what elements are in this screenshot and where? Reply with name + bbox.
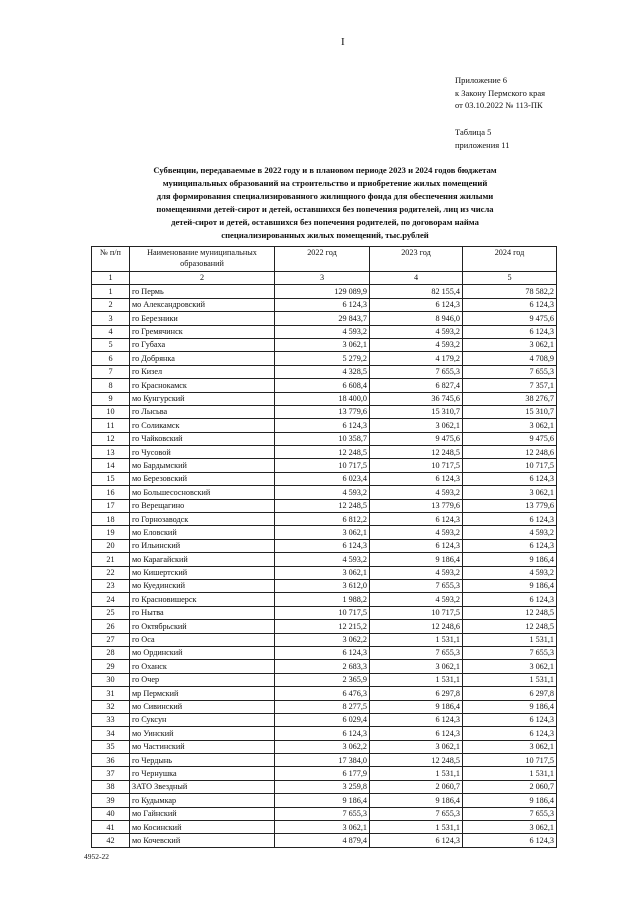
value-2024-cell: 10 717,5 [463,459,557,472]
title-line: муниципальных образований на строительство и приобретение жилых помещений [162,178,488,188]
value-2024-cell: 3 062,1 [463,419,557,432]
value-2023-cell: 9 186,4 [370,700,463,713]
table-reference-line: Таблица 5 [455,127,492,137]
table-row [92,392,557,405]
value-2024-cell: 9 186,4 [463,700,557,713]
table-row [92,312,557,325]
header-2023: 2023 год [370,247,463,272]
table-row [92,432,557,445]
value-2024-cell: 7 357,1 [463,379,557,392]
column-number: 5 [463,272,557,285]
value-2022-cell: 5 279,2 [275,352,370,365]
value-2024-cell: 12 248,6 [463,446,557,459]
value-2023-cell: 1 531,1 [370,633,463,646]
value-2023-cell: 6 124,3 [370,834,463,847]
table-row [92,713,557,726]
value-2024-cell: 9 186,4 [463,794,557,807]
value-2024-cell: 3 062,1 [463,486,557,499]
value-2023-cell: 15 310,7 [370,405,463,418]
value-2024-cell: 12 248,5 [463,606,557,619]
table-row [92,566,557,579]
title-line: помещениями детей-сирот и детей, оставшихся без попечения родителей, лиц из числа [156,204,494,214]
value-2024-cell: 6 124,3 [463,593,557,606]
value-2024-cell: 1 531,1 [463,673,557,686]
value-2023-cell: 3 062,1 [370,419,463,432]
value-2023-cell: 6 124,3 [370,539,463,552]
municipality-name-cell: мо Кунгурский [130,392,275,405]
value-2024-cell: 7 655,3 [463,807,557,820]
value-2023-cell: 4 593,2 [370,325,463,338]
value-2022-cell: 9 186,4 [275,794,370,807]
value-2022-cell: 3 259,8 [275,780,370,793]
appendix-line: Приложение 6 [455,75,507,85]
value-2023-cell: 4 179,2 [370,352,463,365]
value-2023-cell: 6 124,3 [370,727,463,740]
value-2023-cell: 82 155,4 [370,285,463,298]
table-row [92,821,557,834]
municipality-name-cell: го Березники [130,312,275,325]
value-2024-cell: 6 124,3 [463,513,557,526]
row-number-cell: 1 [92,285,130,298]
value-2022-cell: 4 328,5 [275,365,370,378]
value-2023-cell: 10 717,5 [370,459,463,472]
municipality-name-cell: го Оханск [130,660,275,673]
value-2022-cell: 6 476,3 [275,687,370,700]
municipality-name-cell: мо Сивинский [130,700,275,713]
value-2023-cell: 1 531,1 [370,767,463,780]
value-2024-cell: 7 655,3 [463,646,557,659]
table-row [92,419,557,432]
table-header-row [92,247,557,272]
municipality-name-cell: мо Косинский [130,821,275,834]
row-number-cell: 39 [92,794,130,807]
value-2022-cell: 17 384,0 [275,754,370,767]
municipality-name-cell: мо Березовский [130,472,275,485]
value-2022-cell: 10 358,7 [275,432,370,445]
row-number-cell: 16 [92,486,130,499]
row-number-cell: 38 [92,780,130,793]
row-number-cell: 17 [92,499,130,512]
municipality-name-cell: го Верещагино [130,499,275,512]
value-2024-cell: 9 475,6 [463,312,557,325]
municipality-name-cell: мо Александровский [130,298,275,311]
value-2024-cell: 3 062,1 [463,821,557,834]
value-2024-cell: 13 779,6 [463,499,557,512]
value-2022-cell: 6 124,3 [275,727,370,740]
table-row [92,499,557,512]
value-2023-cell: 4 593,2 [370,593,463,606]
table-row [92,660,557,673]
value-2022-cell: 4 593,2 [275,486,370,499]
municipality-name-cell: мо Большесосновский [130,486,275,499]
value-2022-cell: 4 879,4 [275,834,370,847]
value-2022-cell: 4 593,2 [275,325,370,338]
row-number-cell: 33 [92,713,130,726]
value-2024-cell: 4 593,2 [463,526,557,539]
row-number-cell: 13 [92,446,130,459]
value-2024-cell: 3 062,1 [463,338,557,351]
row-number-cell: 25 [92,606,130,619]
table-row [92,285,557,298]
value-2022-cell: 10 717,5 [275,606,370,619]
municipality-name-cell: мо Карагайский [130,553,275,566]
value-2023-cell: 6 827,4 [370,379,463,392]
value-2023-cell: 12 248,5 [370,754,463,767]
value-2023-cell: 1 531,1 [370,673,463,686]
value-2022-cell: 29 843,7 [275,312,370,325]
row-number-cell: 34 [92,727,130,740]
row-number-cell: 15 [92,472,130,485]
value-2024-cell: 15 310,7 [463,405,557,418]
value-2023-cell: 7 655,3 [370,646,463,659]
row-number-cell: 10 [92,405,130,418]
title-line: Субвенции, передаваемые в 2022 году и в плановом периоде 2023 и 2024 годов бюджетам [153,165,497,175]
municipality-name-cell: го Чердынь [130,754,275,767]
value-2024-cell: 10 717,5 [463,754,557,767]
value-2023-cell: 4 593,2 [370,338,463,351]
header-2022: 2022 год [275,247,370,272]
row-number-cell: 28 [92,646,130,659]
row-number-cell: 8 [92,379,130,392]
municipality-name-cell: го Лысьва [130,405,275,418]
table-row [92,687,557,700]
value-2024-cell: 6 124,3 [463,325,557,338]
page-number: I [341,36,345,48]
municipality-name-cell: го Оса [130,633,275,646]
table-row [92,700,557,713]
value-2023-cell: 7 655,3 [370,365,463,378]
value-2024-cell: 6 124,3 [463,713,557,726]
table-row [92,405,557,418]
value-2022-cell: 3 062,2 [275,633,370,646]
value-2022-cell: 3 062,1 [275,821,370,834]
value-2022-cell: 3 062,2 [275,740,370,753]
value-2022-cell: 1 988,2 [275,593,370,606]
value-2023-cell: 6 297,8 [370,687,463,700]
value-2023-cell: 4 593,2 [370,486,463,499]
value-2022-cell: 6 812,2 [275,513,370,526]
row-number-cell: 24 [92,593,130,606]
row-number-cell: 23 [92,579,130,592]
row-number-cell: 32 [92,700,130,713]
row-number-cell: 27 [92,633,130,646]
table-row [92,352,557,365]
value-2023-cell: 3 062,1 [370,660,463,673]
municipality-name-cell: го Добрянка [130,352,275,365]
row-number-cell: 30 [92,673,130,686]
value-2023-cell: 13 779,6 [370,499,463,512]
value-2023-cell: 6 124,3 [370,513,463,526]
row-number-cell: 40 [92,807,130,820]
table-body [92,285,557,847]
municipality-name-cell: го Чернушка [130,767,275,780]
title-line: специализированных жилых помещений, тыс.рублей [221,230,429,240]
municipality-name-cell: го Нытва [130,606,275,619]
header-num: № п/п [92,247,130,272]
value-2024-cell: 4 708,9 [463,352,557,365]
municipality-name-cell: мо Гайнский [130,807,275,820]
column-number: 2 [130,272,275,285]
value-2024-cell: 9 186,4 [463,579,557,592]
row-number-cell: 4 [92,325,130,338]
municipality-name-cell: мо Частинский [130,740,275,753]
municipality-name-cell: го Суксун [130,713,275,726]
title-line: для формирования специализированного жилищного фонда для обеспечения жилыми [156,191,494,201]
table-row [92,539,557,552]
table-row [92,298,557,311]
municipality-name-cell: го Краснокамск [130,379,275,392]
table-row [92,446,557,459]
value-2024-cell: 6 124,3 [463,298,557,311]
value-2022-cell: 3 062,1 [275,338,370,351]
table-row [92,727,557,740]
row-number-cell: 3 [92,312,130,325]
municipality-name-cell: мо Кочевский [130,834,275,847]
municipality-name-cell: го Горнозаводск [130,513,275,526]
row-number-cell: 36 [92,754,130,767]
value-2023-cell: 12 248,6 [370,620,463,633]
column-number: 3 [275,272,370,285]
row-number-cell: 35 [92,740,130,753]
value-2022-cell: 12 215,2 [275,620,370,633]
municipality-name-cell: го Губаха [130,338,275,351]
row-number-cell: 20 [92,539,130,552]
value-2023-cell: 9 186,4 [370,553,463,566]
table-row [92,365,557,378]
value-2023-cell: 10 717,5 [370,606,463,619]
value-2022-cell: 8 277,5 [275,700,370,713]
table-reference-line: приложения 11 [455,139,510,150]
municipality-name-cell: го Кизел [130,365,275,378]
value-2022-cell: 6 124,3 [275,298,370,311]
value-2022-cell: 3 062,1 [275,566,370,579]
row-number-cell: 29 [92,660,130,673]
municipality-name-cell: го Соликамск [130,419,275,432]
municipality-name-cell: мо Ординский [130,646,275,659]
table-row [92,338,557,351]
value-2022-cell: 2 365,9 [275,673,370,686]
table-row [92,486,557,499]
value-2023-cell: 9 186,4 [370,794,463,807]
row-number-cell: 11 [92,419,130,432]
table-row [92,780,557,793]
table-row [92,459,557,472]
municipality-name-cell: мр Пермский [130,687,275,700]
municipality-name-cell: го Гремячинск [130,325,275,338]
header-2024: 2024 год [463,247,557,272]
value-2023-cell: 8 946,0 [370,312,463,325]
table-row [92,620,557,633]
value-2022-cell: 6 124,3 [275,539,370,552]
subsidies-table [91,246,557,848]
value-2022-cell: 6 023,4 [275,472,370,485]
value-2022-cell: 6 124,3 [275,419,370,432]
value-2022-cell: 12 248,5 [275,499,370,512]
table-row [92,767,557,780]
municipality-name-cell: мо Еловский [130,526,275,539]
value-2022-cell: 12 248,5 [275,446,370,459]
appendix-reference [455,74,545,112]
row-number-cell: 26 [92,620,130,633]
row-number-cell: 7 [92,365,130,378]
value-2024-cell: 1 531,1 [463,767,557,780]
value-2023-cell: 4 593,2 [370,526,463,539]
municipality-name-cell: ЗАТО Звездный [130,780,275,793]
municipality-name-cell: го Очер [130,673,275,686]
value-2024-cell: 9 186,4 [463,553,557,566]
header-name: Наименование муниципальных образований [130,247,275,272]
municipality-name-cell: го Чайковский [130,432,275,445]
row-number-cell: 9 [92,392,130,405]
table-row [92,673,557,686]
value-2024-cell: 6 124,3 [463,834,557,847]
column-number: 1 [92,272,130,285]
value-2022-cell: 3 062,1 [275,526,370,539]
table-row [92,794,557,807]
value-2023-cell: 2 060,7 [370,780,463,793]
value-2023-cell: 3 062,1 [370,740,463,753]
value-2024-cell: 3 062,1 [463,740,557,753]
table-row [92,754,557,767]
row-number-cell: 41 [92,821,130,834]
row-number-cell: 12 [92,432,130,445]
value-2023-cell: 7 655,3 [370,579,463,592]
value-2024-cell: 6 297,8 [463,687,557,700]
value-2024-cell: 9 475,6 [463,432,557,445]
table-row [92,513,557,526]
value-2024-cell: 6 124,3 [463,539,557,552]
table-row [92,325,557,338]
row-number-cell: 31 [92,687,130,700]
row-number-cell: 14 [92,459,130,472]
municipality-name-cell: мо Бардымский [130,459,275,472]
row-number-cell: 18 [92,513,130,526]
document-title [90,164,560,242]
row-number-cell: 37 [92,767,130,780]
footer-document-code: 4952-22 [84,852,109,861]
table-row [92,740,557,753]
value-2023-cell: 1 531,1 [370,821,463,834]
table-row [92,633,557,646]
municipality-name-cell: го Пермь [130,285,275,298]
table-row [92,379,557,392]
column-number: 4 [370,272,463,285]
table-row [92,807,557,820]
value-2024-cell: 4 593,2 [463,566,557,579]
value-2023-cell: 9 475,6 [370,432,463,445]
table-row [92,593,557,606]
municipality-name-cell: го Кудымкар [130,794,275,807]
value-2024-cell: 1 531,1 [463,633,557,646]
table-row [92,553,557,566]
value-2024-cell: 6 124,3 [463,727,557,740]
row-number-cell: 22 [92,566,130,579]
appendix-line: к Закону Пермского края [455,87,546,98]
row-number-cell: 2 [92,298,130,311]
value-2022-cell: 7 655,3 [275,807,370,820]
value-2023-cell: 4 593,2 [370,566,463,579]
municipality-name-cell: мо Кишертский [130,566,275,579]
row-number-cell: 19 [92,526,130,539]
row-number-cell: 42 [92,834,130,847]
municipality-name-cell: го Октябрьский [130,620,275,633]
value-2024-cell: 78 582,2 [463,285,557,298]
value-2023-cell: 6 124,3 [370,713,463,726]
municipality-name-cell: мо Куединский [130,579,275,592]
municipality-name-cell: го Ильинский [130,539,275,552]
municipality-name-cell: мо Уинский [130,727,275,740]
value-2024-cell: 7 655,3 [463,365,557,378]
municipality-name-cell: го Чусовой [130,446,275,459]
table-row [92,834,557,847]
value-2022-cell: 3 612,0 [275,579,370,592]
appendix-line: от 03.10.2022 № 113-ПК [455,100,543,110]
value-2022-cell: 2 683,3 [275,660,370,673]
value-2023-cell: 6 124,3 [370,298,463,311]
value-2024-cell: 2 060,7 [463,780,557,793]
row-number-cell: 6 [92,352,130,365]
value-2022-cell: 4 593,2 [275,553,370,566]
title-line: детей-сирот и детей, оставшихся без попечения родителей, по договорам найма [171,217,479,227]
value-2022-cell: 6 177,9 [275,767,370,780]
municipality-name-cell: го Красновишерск [130,593,275,606]
table-row [92,526,557,539]
value-2022-cell: 6 029,4 [275,713,370,726]
value-2022-cell: 129 089,9 [275,285,370,298]
table-row [92,606,557,619]
table-row [92,472,557,485]
value-2023-cell: 36 745,6 [370,392,463,405]
value-2022-cell: 6 608,4 [275,379,370,392]
table-row [92,579,557,592]
row-number-cell: 5 [92,338,130,351]
value-2024-cell: 6 124,3 [463,472,557,485]
value-2023-cell: 6 124,3 [370,472,463,485]
value-2024-cell: 3 062,1 [463,660,557,673]
table-row [92,646,557,659]
value-2022-cell: 18 400,0 [275,392,370,405]
value-2022-cell: 6 124,3 [275,646,370,659]
value-2024-cell: 38 276,7 [463,392,557,405]
value-2022-cell: 10 717,5 [275,459,370,472]
row-number-cell: 21 [92,553,130,566]
value-2023-cell: 12 248,5 [370,446,463,459]
value-2024-cell: 12 248,5 [463,620,557,633]
value-2023-cell: 7 655,3 [370,807,463,820]
table-reference [455,126,509,151]
value-2022-cell: 13 779,6 [275,405,370,418]
column-number-row [92,272,557,285]
